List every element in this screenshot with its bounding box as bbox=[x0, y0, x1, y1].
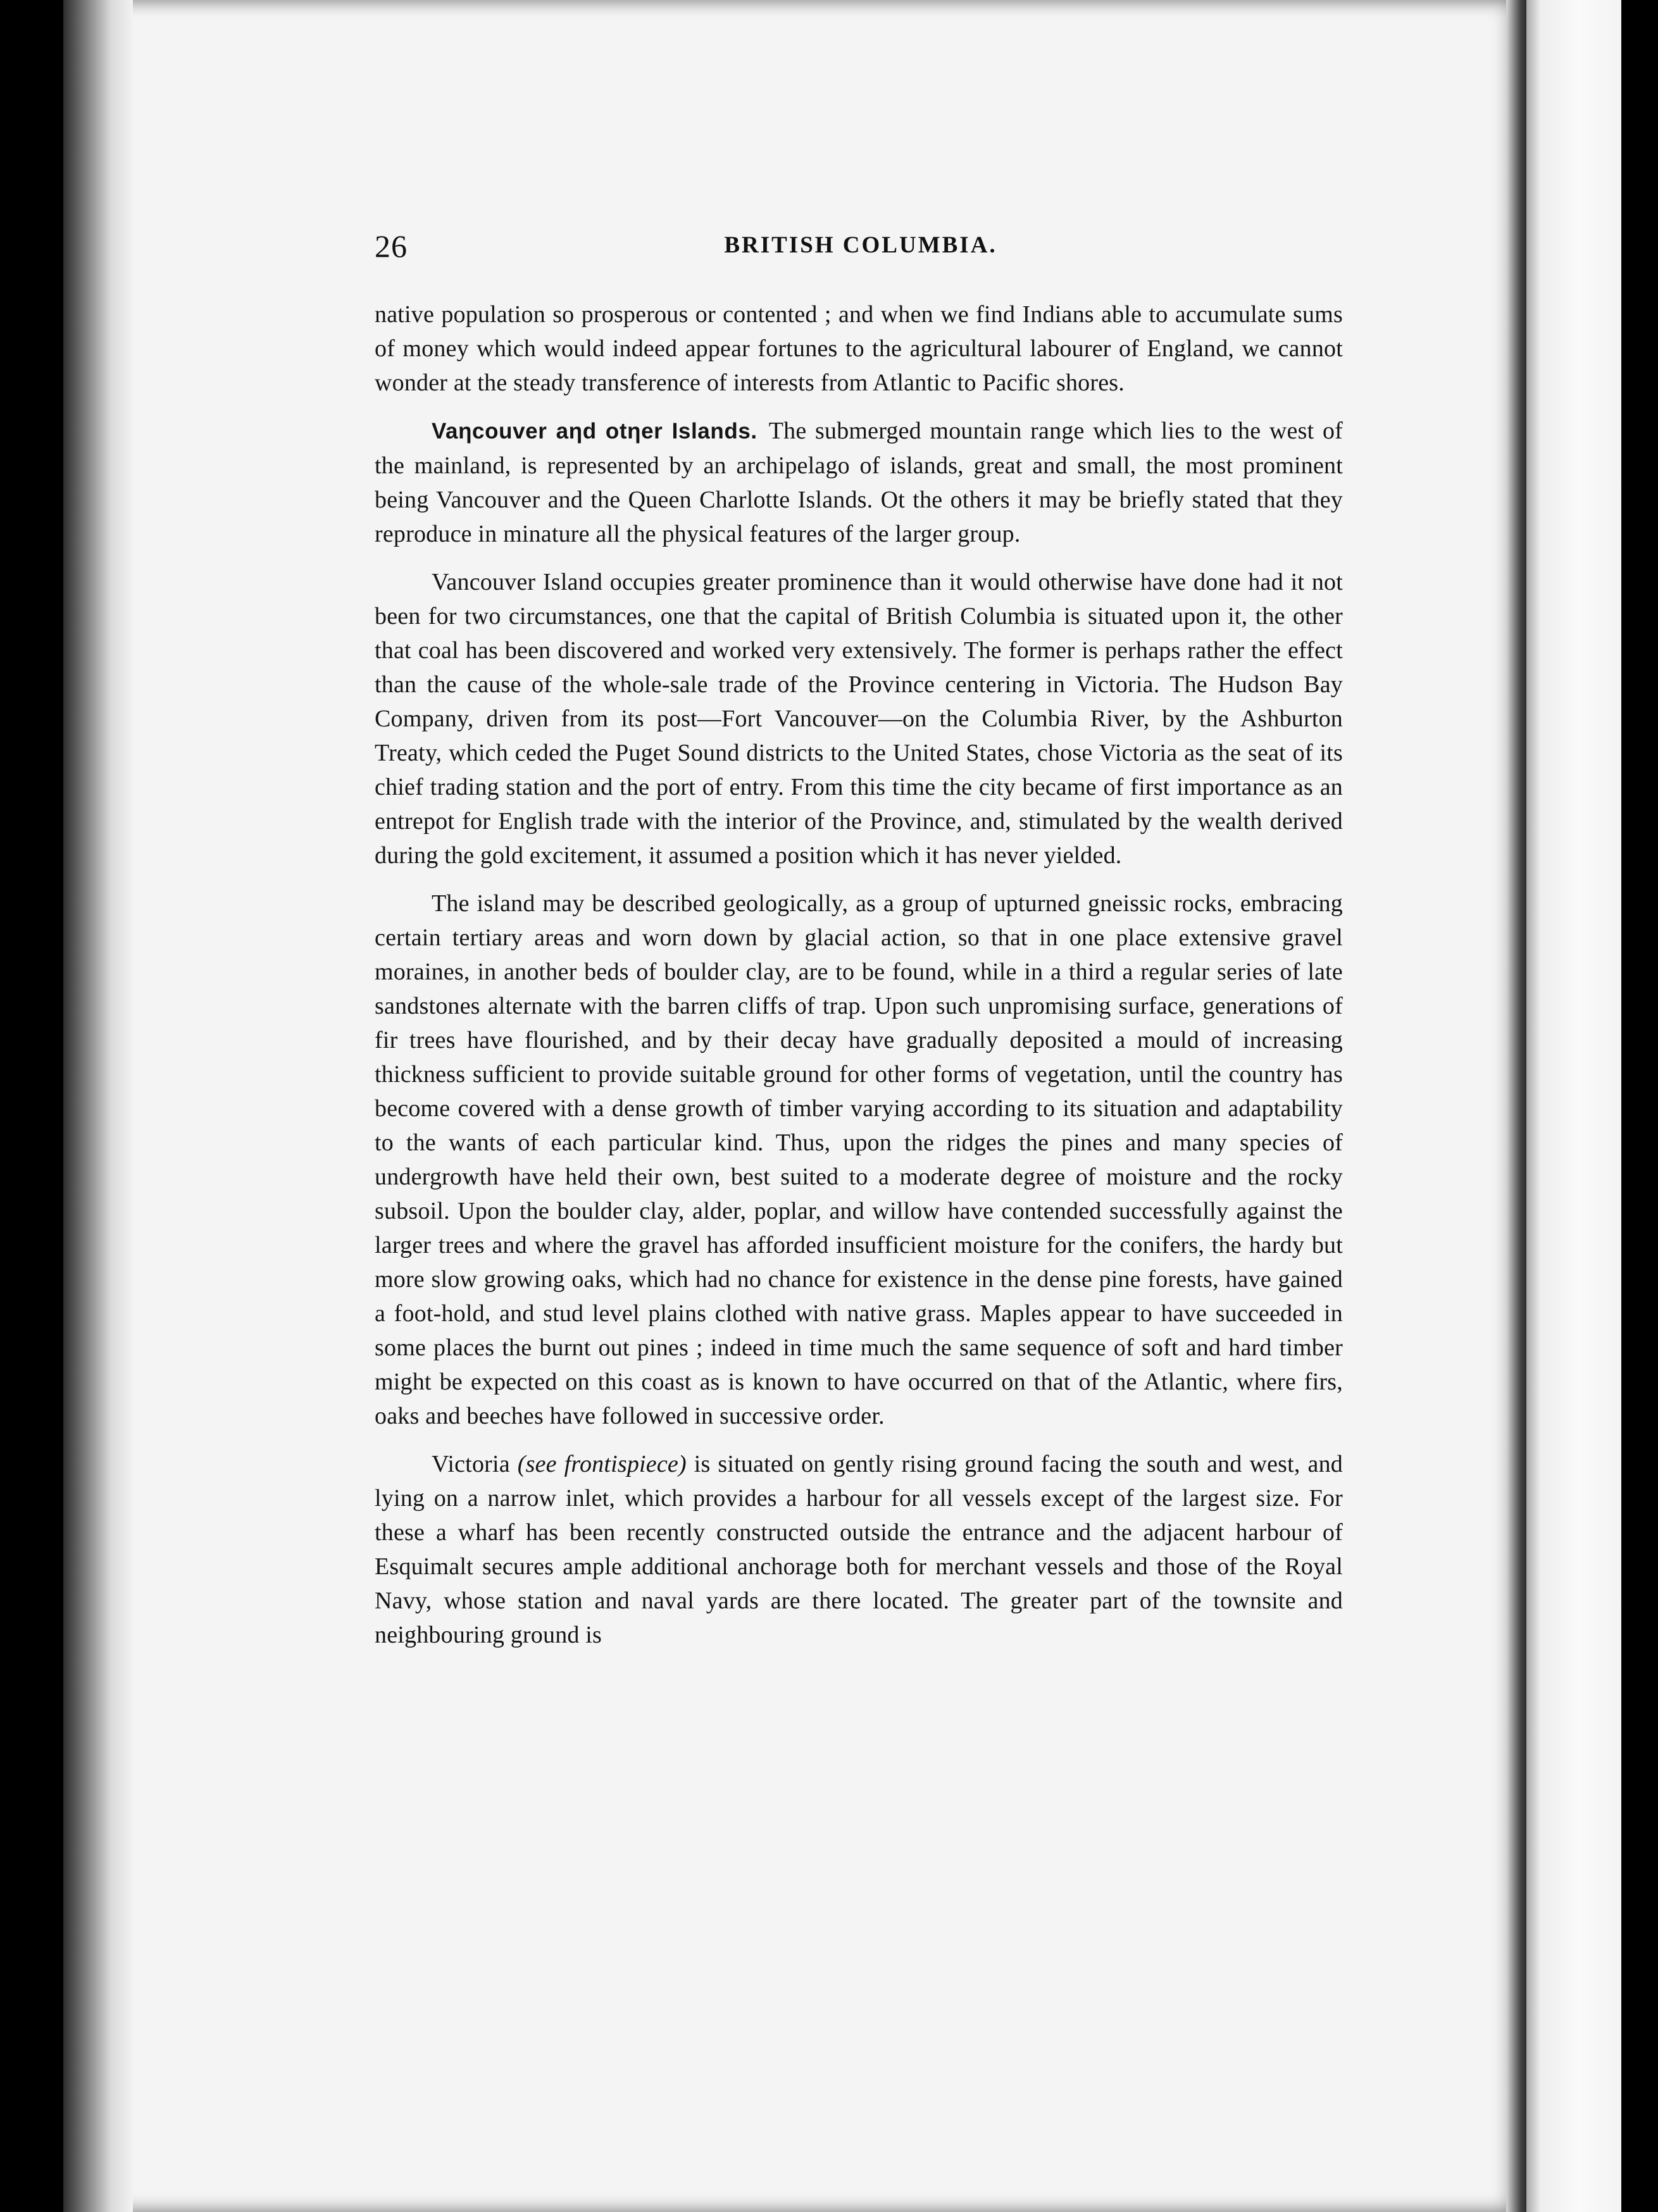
paragraph-2 bbox=[375, 414, 1343, 551]
section-heading: Vaηcouver aηd otηer Islands. bbox=[432, 419, 757, 444]
paragraph-4: The island may be described geologically, as a group of upturned gneissic rocks, embracing certain tertiary areas and worn down by glacial action, so that in one place extensive gravel moraines, in another beds of boulder clay, are to be found, while in a third a regular series of late sandstones alternate with the barren cliffs of trap. Upon such unpromising surface, generations of fir trees have flourished, and by their decay have gradually deposited a mould of increasing thickness sufficient to provide suitable ground for other forms of vegetation, until the country has become covered with a dense growth of timber varying according to its situation and adaptability to the wants of each particular kind. Thus, upon the ridges the pines and many species of undergrowth have held their own, best suited to a moderate degree of moisture and the rocky subsoil. Upon the boulder clay, alder, poplar, and willow have contended successfully against the larger trees and where the gravel has afforded insufficient moisture for the conifers, the hardy but more slow growing oaks, which had no chance for existence in the dense pine forests, have gained a foot-hold, and stud level plains clothed with native grass. Maples appear to have succeeded in some places the burnt out pines ; indeed in time much the same sequence of soft and hard timber might be expected on this coast as is known to have occurred on that of the Atlantic, where firs, oaks and beeches have followed in successive order. bbox=[375, 890, 1343, 1429]
body-text bbox=[375, 297, 1343, 1666]
paragraph-5-start: Victoria bbox=[432, 1451, 510, 1477]
frontispiece-reference: (see frontispiece) bbox=[517, 1451, 687, 1477]
page-number: 26 bbox=[375, 228, 408, 264]
paragraph-1: native population so prosperous or contented ; and when we find Indians able to accumulate sums of money which would indeed appear fortunes to the agricultural labourer of England, we cannot wonder at the steady transference of interests from Atlantic to Pacific shores. bbox=[375, 301, 1343, 396]
paragraph-5-rest: is situated on gently rising ground facing the south and west, and lying on a narrow inlet, which provides a harbour for all vessels except of the largest size. For these a wharf has been recently constructed outside the entrance and the adjacent harbour of Esquimalt secures ample additional anchorage both for merchant vessels and those of the Royal Navy, whose station and naval yards are there located. The greater part of the townsite and neighbouring ground is bbox=[375, 1451, 1343, 1648]
left-binding-shadow bbox=[63, 0, 133, 2212]
book-page bbox=[63, 0, 1512, 2212]
facing-page-edge bbox=[1526, 0, 1621, 2212]
paragraph-5 bbox=[375, 1447, 1343, 1652]
paragraph-3: Vancouver Island occupies greater prominence than it would otherwise have done had it not been for two circumstances, one that the capital of British Columbia is situated upon it, the other that coal has been discovered and worked very extensively. The former is perhaps rather the effect than the cause of the whole-sale trade of the Province centering in Victoria. The Hudson Bay Company, driven from its post—Fort Vancouver—on the Columbia River, by the Ashburton Treaty, which ceded the Puget Sound districts to the United States, chose Victoria as the seat of its chief trading station and the port of entry. From this time the city became of first importance as an entrepot for English trade with the interior of the Province, and, stimulated by the wealth derived during the gold excitement, it assumed a position which it has never yielded. bbox=[375, 569, 1343, 869]
paragraph-2-text: The submerged mountain range which lies to the west of the mainland, is represented by an archipelago of islands, great and small, the most prominent being Vancouver and the Queen Charlotte Islands. Ot the others it may be briefly stated that they reproduce in minature all the physical features of the larger group. bbox=[375, 418, 1343, 547]
right-scan-edge bbox=[1621, 0, 1658, 2212]
running-head: BRITISH COLUMBIA. bbox=[724, 232, 997, 258]
